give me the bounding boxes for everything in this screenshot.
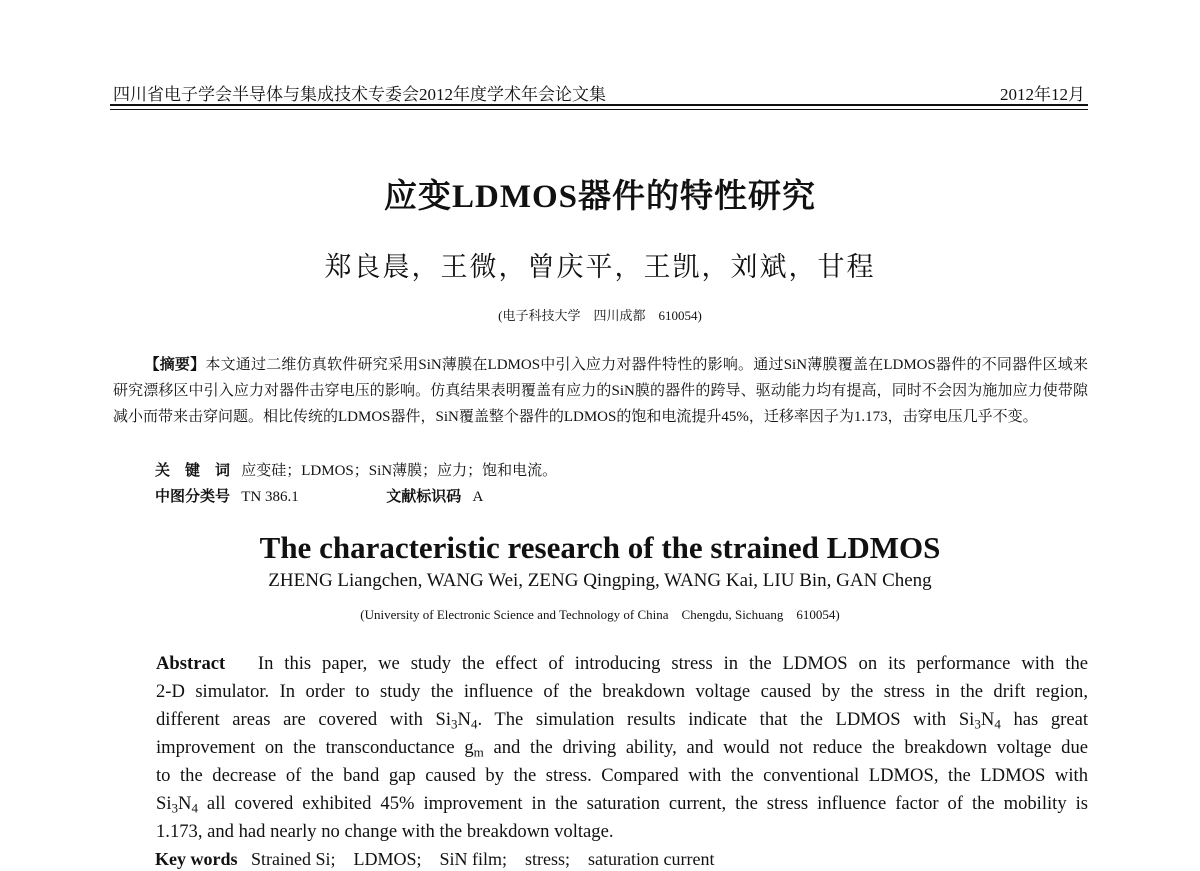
clc-value: TN 386.1 (241, 489, 299, 505)
english-authors: ZHENG Liangchen, WANG Wei, ZENG Qingping, WANG Kai, LIU Bin, GAN Cheng (268, 570, 932, 591)
chinese-authors: 郑良晨，王微，曾庆平，王凯，刘斌，甘程 (324, 252, 876, 282)
chinese-abstract-text: 本文通过二维仿真软件研究采用SiN薄膜在LDMOS中引入应力对器件特性的影响。通过SiN薄膜覆盖在LDMOS器件的不同器件区域来研究漂移区中引入应力对器件击穿电压的影响。仿真结果表明覆盖有应力的SiN膜的器件的跨导、驱动能力均有提高，同时不会因为施加应力使带隙减小而带来击穿问题。相比传统的LDMOS器件，SiN覆盖整个器件的LDMOS的饱和电流提升45%，迁移率因子为1.173，击穿电压几乎不变。 (113, 357, 1088, 425)
chinese-abstract (113, 352, 1088, 430)
clc-label: 中图分类号 (155, 489, 231, 505)
chinese-affiliation: (电子科技大学 四川成都 610054) (498, 308, 702, 323)
english-keywords (155, 845, 714, 871)
english-abstract-label: Abstract (156, 653, 226, 674)
doc-code-label: 文献标识码 (386, 489, 462, 505)
english-keywords-text: Strained Si; LDMOS; SiN film; stress; saturation current (251, 849, 715, 869)
english-affiliation: (University of Electronic Science and Technology of China Chengdu, Sichuang 610054) (360, 607, 840, 622)
chinese-abstract-label: 【摘要】 (144, 357, 206, 373)
header-rule-thin (110, 109, 1088, 110)
chinese-keywords-text: 应变硅；LDMOS；SiN薄膜；应力；饱和电流。 (241, 463, 558, 479)
abstract-line: Abstract In this paper, we study the effect of introducing stress in the LDMOS on its performance with the (156, 653, 1088, 674)
doc-code-value: A (472, 489, 484, 505)
english-keywords-label: Key words (155, 849, 238, 869)
abstract-line: improvement on the transconductance $g_m$ and the driving ability, and would not reduce the breakdown voltage due (156, 737, 1088, 760)
chinese-title: 应变LDMOS器件的特性研究 (383, 179, 816, 215)
abstract-line: $Si_3N_4$ all covered exhibited 45% improvement in the saturation current, the stress influence factor of the mobility is (156, 793, 1088, 816)
english-title: The characteristic research of the strained LDMOS (259, 530, 941, 565)
running-header-date: 2012年12月 (1000, 85, 1085, 104)
running-header-title: 四川省电子学会半导体与集成技术专委会2012年度学术年会论文集 (113, 85, 606, 104)
abstract-line: different areas are covered with $Si_3N_4$. The simulation results indicate that the LDMOS with $Si_3N_4$ has great (156, 709, 1088, 732)
chinese-keywords-label: 关 键 词 (155, 463, 231, 479)
abstract-line: to the decrease of the band gap caused by the stress. Compared with the conventional LDMOS, the LDMOS with (156, 765, 1088, 786)
header-rule-thick (110, 104, 1088, 106)
abstract-line: 2-D simulator. In order to study the influence of the breakdown voltage caused by the stress in the drift region, (156, 681, 1088, 702)
abstract-line: 1.173, and had nearly no change with the breakdown voltage. (156, 821, 614, 842)
english-abstract (113, 650, 1088, 846)
chinese-keywords (155, 459, 557, 480)
classification-line (155, 485, 483, 506)
